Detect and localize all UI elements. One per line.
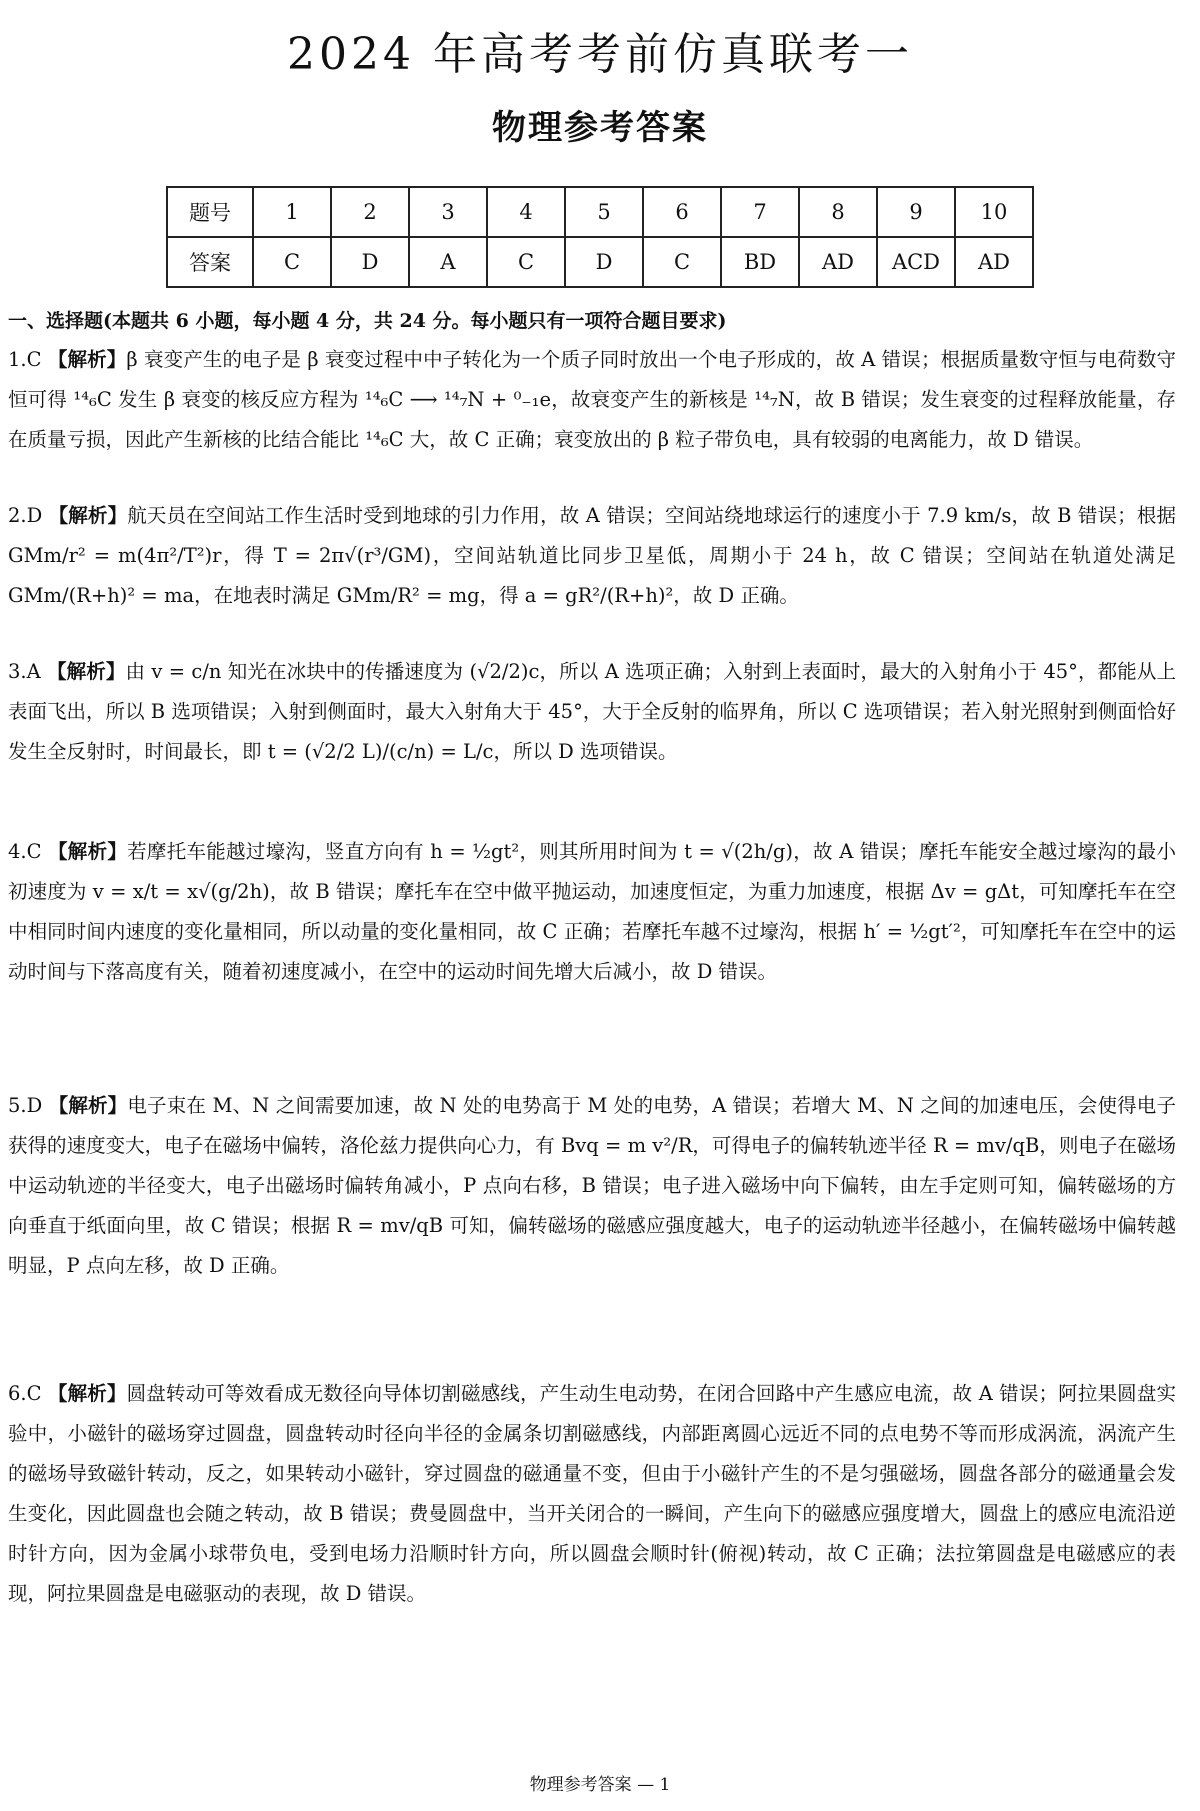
table-cell: 6: [643, 187, 721, 237]
page-subtitle: 物理参考答案: [492, 108, 708, 148]
question-text: 电子束在 M、N 之间需要加速，故 N 处的电势高于 M 处的电势，A 错误；若增大 M、N 之间的加速电压，会使得电子获得的速度变大，电子在磁场中偏转，洛伦兹力提供向心力，有 Bvq = m v²/R，可得电子的偏转轨迹半径 R = mv/qB，则电子在磁场中运动轨迹的半径变大，电子出磁场时偏转角减小，P 点向右移，B 错误；电子进入磁场中向下偏转，由左手定则可知，偏转磁场的方向垂直于纸面向里，故 C 错误；根据 R = mv/qB 可知，偏转磁场的磁感应强度越大，电子的运动轨迹半径越小，在偏转磁场中偏转越明显，P 点向左移，故 D 正确。: [8, 1094, 1176, 1277]
question-text: 由 v = c/n 知光在冰块中的传播速度为 (√2/2)c，所以 A 选项正确；入射到上表面时，最大的入射角小于 45°，都能从上表面飞出，所以 B 选项错误；入射到侧面时，最大入射角大于 45°，大于全反射的临界角，所以 C 选项错误；若入射光照射到侧面恰好发生全反射时，时间最长，即 t = (√2/2 L)/(c/n) = L/c，所以 D 选项错误。: [8, 660, 1176, 763]
section-heading: 一、选择题(本题共 6 小题，每小题 4 分，共 24 分。每小题只有一项符合题目要求): [8, 310, 727, 332]
table-cell: C: [253, 237, 331, 287]
question-number: 2.D: [8, 504, 43, 527]
question-2: [8, 496, 1176, 616]
table-cell: C: [487, 237, 565, 287]
table-cell: 8: [799, 187, 877, 237]
answer-table: [166, 186, 1034, 288]
table-cell: 9: [877, 187, 955, 237]
table-cell: AD: [799, 237, 877, 287]
table-cell: 7: [721, 187, 799, 237]
table-cell: A: [409, 237, 487, 287]
table-cell: BD: [721, 237, 799, 287]
question-1: [8, 340, 1176, 460]
analysis-tag: 【解析】: [47, 1382, 127, 1405]
table-cell: 5: [565, 187, 643, 237]
question-text: β 衰变产生的电子是 β 衰变过程中中子转化为一个质子同时放出一个电子形成的，故 A 错误；根据质量数守恒与电荷数守恒可得 ¹⁴₆C 发生 β 衰变的核反应方程为 ¹⁴₆C ⟶ ¹⁴₇N + ⁰₋₁e，故衰变产生的新核是 ¹⁴₇N，故 B 错误；发生衰变的过程释放能量，存在质量亏损，因此产生新核的比结合能比 ¹⁴₆C 大，故 C 正确；衰变放出的 β 粒子带负电，具有较弱的电离能力，故 D 错误。: [8, 348, 1176, 451]
analysis-tag: 【解析】: [48, 504, 128, 527]
analysis-tag: 【解析】: [47, 660, 126, 683]
question-6: [8, 1374, 1176, 1614]
analysis-tag: 【解析】: [48, 1094, 128, 1117]
table-cell: C: [643, 237, 721, 287]
page-title: 2024 年高考考前仿真联考一: [287, 29, 913, 80]
table-cell: ACD: [877, 237, 955, 287]
table-cell: 10: [955, 187, 1033, 237]
question-number: 4.C: [8, 840, 42, 863]
question-3: [8, 652, 1176, 772]
question-4: [8, 832, 1176, 992]
question-text: 圆盘转动可等效看成无数径向导体切割磁感线，产生动生电动势，在闭合回路中产生感应电流，故 A 错误；阿拉果圆盘实验中，小磁针的磁场穿过圆盘，圆盘转动时径向半径的金属条切割磁感线，内部距离圆心远近不同的点电势不等而形成涡流，涡流产生的磁场导致磁针转动，反之，如果转动小磁针，穿过圆盘的磁通量不变，但由于小磁针产生的不是匀强磁场，圆盘各部分的磁通量会发生变化，因此圆盘也会随之转动，故 B 错误；费曼圆盘中，当开关闭合的一瞬间，产生向下的磁感应强度增大，圆盘上的感应电流沿逆时针方向，因为金属小球带负电，受到电场力沿顺时针方向，所以圆盘会顺时针(俯视)转动，故 C 正确；法拉第圆盘是电磁感应的表现，阿拉果圆盘是电磁驱动的表现，故 D 错误。: [8, 1382, 1176, 1605]
row-label-answer: 答案: [167, 237, 253, 287]
table-cell: 2: [331, 187, 409, 237]
table-cell: D: [331, 237, 409, 287]
question-text: 航天员在空间站工作生活时受到地球的引力作用，故 A 错误；空间站绕地球运行的速度小于 7.9 km/s，故 B 错误；根据 GMm/r² = m(4π²/T²)r，得 T = 2π√(r³/GM)，空间站轨道比同步卫星低，周期小于 24 h，故 C 错误；空间站在轨道处满足 GMm/(R+h)² = ma，在地表时满足 GMm/R² = mg，得 a = gR²/(R+h)²，故 D 正确。: [8, 504, 1176, 607]
table-cell: 1: [253, 187, 331, 237]
row-label-number: 题号: [167, 187, 253, 237]
table-cell: AD: [955, 237, 1033, 287]
table-cell: 4: [487, 187, 565, 237]
answer-table-number-row: [167, 187, 1033, 237]
question-number: 5.D: [8, 1094, 43, 1117]
analysis-tag: 【解析】: [47, 348, 127, 371]
table-cell: 3: [409, 187, 487, 237]
question-text: 若摩托车能越过壕沟，竖直方向有 h = ½gt²，则其所用时间为 t = √(2h/g)，故 A 错误；摩托车能安全越过壕沟的最小初速度为 v = x/t = x√(g/2h)，故 B 错误；摩托车在空中做平抛运动，加速度恒定，为重力加速度，根据 Δv = gΔt，可知摩托车在空中相同时间内速度的变化量相同，所以动量的变化量相同，故 C 正确；若摩托车越不过壕沟，根据 h′ = ½gt′²，可知摩托车在空中的运动时间与下落高度有关，随着初速度减小，在空中的运动时间先增大后减小，故 D 错误。: [8, 840, 1176, 983]
answer-table-answer-row: [167, 237, 1033, 287]
analysis-tag: 【解析】: [48, 840, 128, 863]
question-5: [8, 1086, 1176, 1286]
page-footer: 物理参考答案 — 1: [529, 1775, 671, 1795]
question-number: 3.A: [8, 660, 41, 683]
question-number: 6.C: [8, 1382, 42, 1405]
question-number: 1.C: [8, 348, 42, 371]
table-cell: D: [565, 237, 643, 287]
